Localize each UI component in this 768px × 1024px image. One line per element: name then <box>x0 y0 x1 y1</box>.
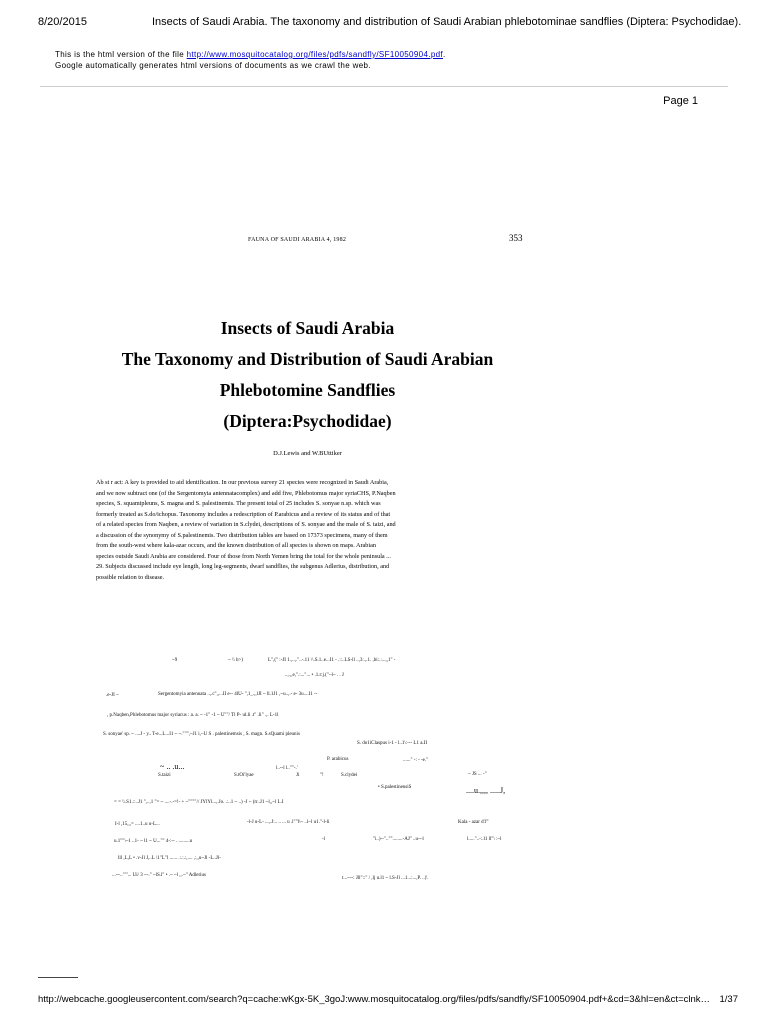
ocr-fragment: ~ JS ... -" <box>468 772 487 777</box>
abstract-line: of a related species from Naqben, a review of variation in S.clydei, descriptions of S. sonyae and the male of S. taizi, and <box>96 521 396 528</box>
notice-suffix: . <box>443 50 446 59</box>
authors: D.J.Lewis and W.BUttiker <box>273 450 342 457</box>
abstract-line: Ab st r act: A key is provided to aid identification. In our previous survey 21 species were recognized in Saudi Arabia, <box>96 479 389 486</box>
footer-rule <box>38 977 78 978</box>
cache-notice <box>55 49 446 71</box>
ocr-fragment: -l <box>322 837 326 842</box>
print-url: http://webcache.googleusercontent.com/search?q=cache:wKgx-5K_3goJ:www.mosquitocatalog.org/files/pdfs/sandfly/SF10050904.pdf+&cd=3&hl=en&ct=clnk… <box>38 994 711 1005</box>
ocr-fragment: -l-J u-L- ...,.J:.. .. ... u .l""l\~ ..l~l u1."-l-li <box>247 820 330 825</box>
ocr-fragment: l....."..-:.l1 ll"\ :~l <box>467 837 502 842</box>
abstract-line: species, S. squamipleuns, S. magna and S. palestinemis. The present total of 25 includes S. sonyae n.sp. which was <box>96 500 381 507</box>
journal-line: FAUNA OF SAUDI ARABIA 4, 1982 <box>248 237 347 243</box>
notice-line2: Google automatically generates html versions of documents as we crawl the web. <box>55 61 371 70</box>
title-line-2: The Taxonomy and Distribution of Saudi Arabian <box>121 349 494 369</box>
ocr-fragment: u.1""\~1 ..1- ~ l1 ~ U..."" 4-:-- . .........u <box>114 839 193 844</box>
ocr-fragment: t...~--: Jll"::" / ,lj u.l1 ~ l.S-Jl ...1...:...,P. ..)'. <box>342 876 429 881</box>
ocr-fragment: .e-JI ~ <box>106 693 119 698</box>
ocr-fragment: ~ \\ b>) <box>228 658 243 663</box>
ocr-fragment: P. arabicus <box>327 757 349 762</box>
ocr-fragment: = = \\.S1.::..J1 ",..,1 "= ~ ....-.-=!- + ~""""// JYlYl...,.Jo. .:..1 ~ ..) -J ~ (rr..J1 ~l,,~l L.I <box>114 800 284 805</box>
ocr-fragment: "i..)--"..""........-AJ" ..u-~l <box>373 837 424 842</box>
ocr-fragment: Kala - azar d'J" <box>458 820 489 825</box>
abstract-line: from the south-west where kala-azar occurs, and the known distribution of all species is shown on maps. Arabian <box>96 542 376 549</box>
abstract-line: and we now subtract one (of the Sergentomyia antennatacomplex) and add five, Phlebotomus major syriaCHS, P.Naqben <box>96 489 396 497</box>
ocr-fragment: S. do1iClaspus i-1 - l..1\:--- L1 a.II <box>357 741 427 746</box>
print-title: Insects of Saudi Arabia. The taxonomy and distribution of Saudi Arabian phlebotominae sandflies (Diptera: Psychodidae). <box>152 16 742 28</box>
abstract-line: a discussion of the synonymy of S.palestinemis. Two distribution tables are based on 17373 specimens, many of them <box>96 531 388 539</box>
file-link[interactable]: http://www.mosquitocatalog.org/files/pdfs/sandfly/SF10050904.pdf <box>186 50 443 59</box>
print-page-count: 1/37 <box>719 994 738 1005</box>
ocr-fragment: ......" -: - -e." <box>403 758 429 763</box>
notice-prefix: This is the html version of the file <box>55 50 187 59</box>
ocr-fragment: , p.Naqben,Phlebotomus major syriacus : a. a. ~ -1" -1 ~ U""/ Tl P- ul.li .t" .li" .,. L-1l <box>107 713 279 718</box>
ocr-fragment: S.clydei <box>341 773 358 778</box>
ocr-fragment: ..,.,,e,".:..."... • .1.r:j.("~l~ . . J <box>285 673 344 678</box>
ocr-fragment: I-l ,15,,,= ....1..u u-L... <box>115 822 160 827</box>
ocr-fragment: L",(" :-JI 1.,..,."..-.11 \\.S.1..e...I1 - .::..LS-ll ..,3:.,.1. ,bi:.:...,,1" - <box>268 658 396 663</box>
abstract-line: possible relation to disease. <box>96 573 165 581</box>
ocr-fragment: S.tOi'lyae <box>234 773 254 778</box>
journal-page-number: 353 <box>509 233 523 243</box>
ocr-fragment: ....u.,,,, .....J, <box>466 786 506 795</box>
abstract-line: formerly treated as S.do/ichopus. Taxonomy includes a redescription of P.arabicus and a review of its status and of that <box>96 510 391 518</box>
print-date: 8/20/2015 <box>38 16 87 28</box>
ocr-fragment: lll ,L,L • .v-Jl J,..L \1"L"l ...... .:.:.:,.... ,:,,u~Jl -L..Jl- <box>118 856 221 861</box>
ocr-fragment: S.taizi <box>158 773 171 778</box>
abstract-line: 29. Subjects discussed include eye length, long leg-segments, dwarf sandflies, the subgenus Adlerius, distribution, and <box>96 563 390 570</box>
ocr-fragment: Sergentomyia antennata ..,.c",,...II e-- 4lU- ",1_.,,lJI ~ ll.1J1 ,~u..,.- e- 3u....I1 -- <box>158 692 318 697</box>
header-divider <box>40 86 728 87</box>
ocr-fragment: ~9 <box>172 658 178 663</box>
ocr-fragment: ~ .. .u... <box>160 762 185 771</box>
abstract <box>96 478 476 583</box>
abstract-line: species outside Saudi Arabia are considered. Four of those from North Yemen bring the total for the whole peninsula ... <box>96 552 391 560</box>
ocr-fragment: S. sonyae' sp. ~ ....J - y.. T-e...L...I1 ~ ~.""",~J1 i,~U S . palestinemsis , S. magn. S.sQuami pleunis <box>103 732 300 737</box>
ocr-fragment: ...-~..""'... Ui/ 3 ~-." ~lS.l" • .~ ~l ,,.~" Adlerius <box>112 873 206 878</box>
title-line-4: (Diptera:Psychodidae) <box>223 411 392 431</box>
ocr-fragment: Ji <box>296 773 300 778</box>
title-line-1: Insects of Saudi Arabia <box>220 318 395 338</box>
ocr-fragment: "! <box>320 773 324 778</box>
ocr-fragment: l..--l l..""-.' <box>276 766 298 771</box>
title-line-3: Phlebotomine Sandflies <box>219 380 396 400</box>
page-label: Page 1 <box>663 95 698 107</box>
ocr-fragment: • S.palestinensiS <box>378 785 412 790</box>
